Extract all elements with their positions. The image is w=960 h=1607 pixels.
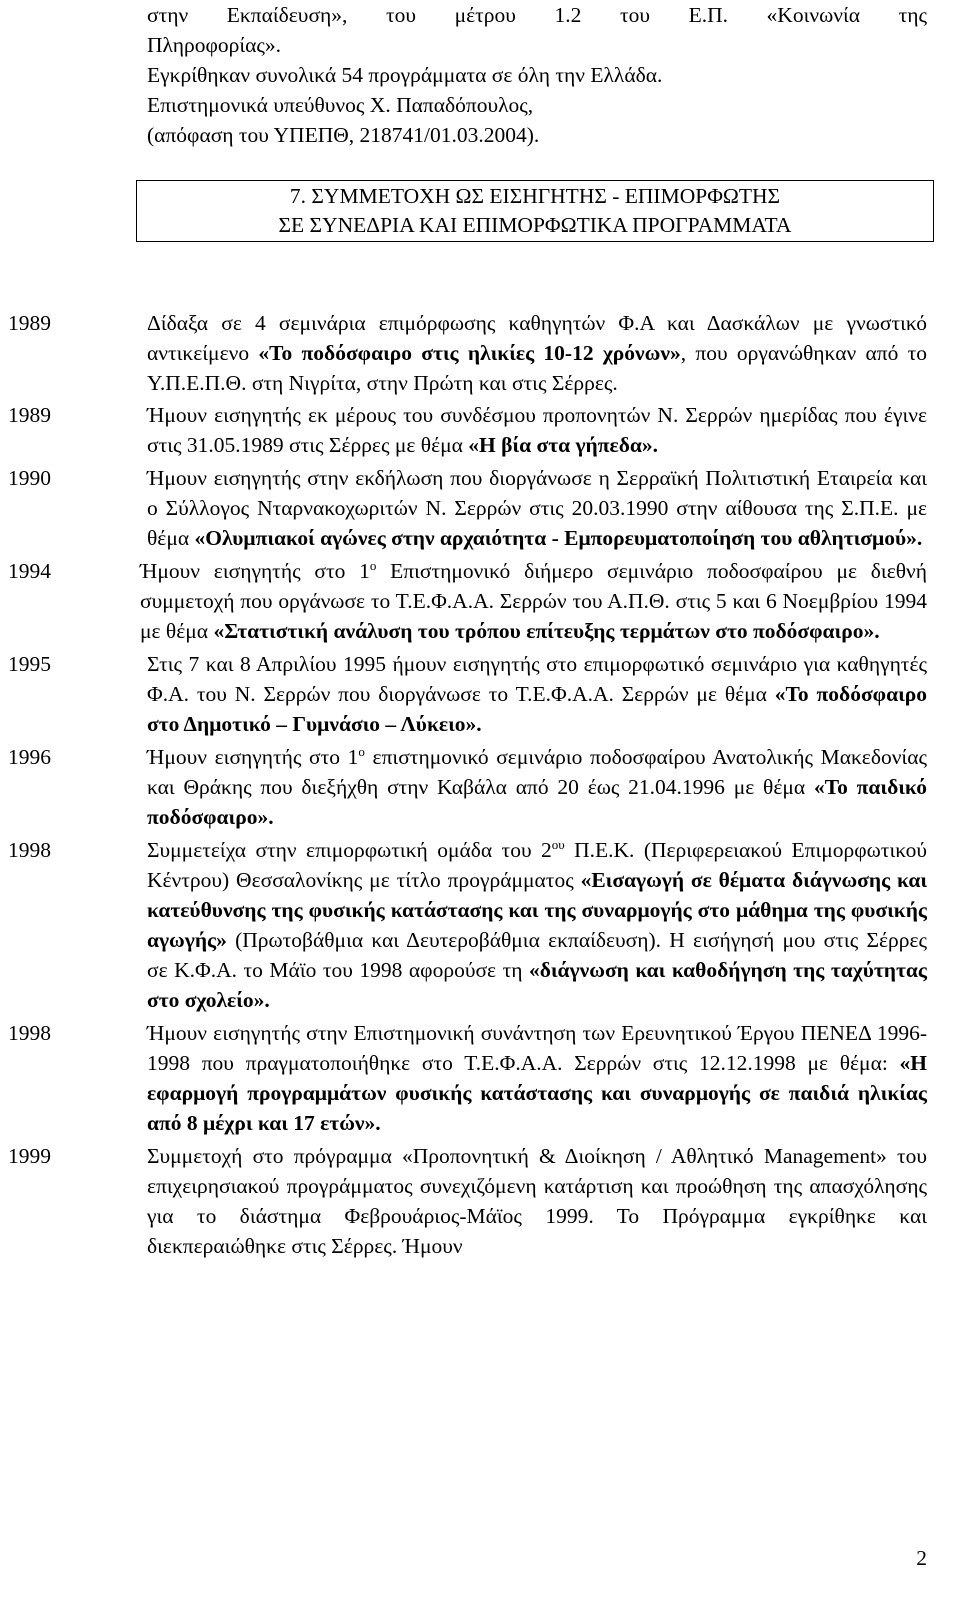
entry-year: 1989 — [8, 311, 51, 335]
entry-text: Ήμουν εισηγητής στην εκδήλωση που διοργάνωσε η Σερραϊκή Πολιτιστική Εταιρεία και ο Σύλλογος Νταρνακοχωριτών Ν. Σερρών στις 20.03.1990 στην αίθουσα της Σ.Π.Ε. με θέμα «Ολυμπιακοί αγώνες στην αρχαιότητα - Εμπορευματοποίηση του αθλητισμού». — [147, 466, 927, 550]
entry-text: Ήμουν εισηγητής στο $1^o$ Επιστημονικό διήμερο σεμινάριο ποδοσφαίρου με διεθνή συμμετοχή που οργάνωσε το Τ.Ε.Φ.Α.Α. Σερρών του Α.Π.Θ. στις 5 και 6 Νοεμβρίου 1994 με θέμα «Στατιστική ανάλυση του τρόπου επίτευξης τερμάτων στο ποδόσφαιρο». — [140, 557, 927, 643]
entry-text: Συμμετείχα στην επιμορφωτική ομάδα του $2^{o\upsilon}$ Π.Ε.Κ. (Περιφερειακού Επιμορφωτικού Κέντρου) Θεσσαλονίκης με τίτλο προγράμματος «Εισαγωγή σε θέματα διάγνωσης και κατεύθυνσης της φυσικής κατάστασης και της συναρμογής στο μάθημα της φυσικής αγωγής» (Πρωτοβάθμια και Δευτεροβάθμια εκπαίδευση). Η εισήγησή μου στις Σέρρες σε Κ.Φ.Α. το Μάϊο του 1998 αφορούσε τη «διάγνωση και καθοδήγηση της ταχύτητας στο σχολείο». — [147, 836, 927, 1012]
intro-line: (απόφαση του ΥΠΕΠΘ, 218741/01.03.2004). — [147, 123, 540, 147]
entry-year: 1990 — [8, 466, 51, 490]
section-title-line-1: 7. ΣΥΜΜΕΤΟΧΗ ΩΣ ΕΙΣΗΓΗΤΗΣ - ΕΠΙΜΟΡΦΩΤΗΣ — [289, 184, 781, 208]
entry-year: 1998 — [8, 1021, 51, 1045]
section-heading-box — [136, 180, 934, 242]
section-title-line-2: ΣΕ ΣΥΝΕΔΡΙΑ ΚΑΙ ΕΠΙΜΟΡΦΩΤΙΚΑ ΠΡΟΓΡΑΜΜΑΤΑ — [278, 213, 792, 237]
intro-line: Πληροφορίας». — [147, 33, 282, 57]
intro-block — [147, 0, 927, 150]
intro-line: Εγκρίθηκαν συνολικά 54 προγράμματα σε όλη την Ελλάδα. — [147, 63, 663, 87]
list-item — [0, 400, 960, 460]
entry-text: Ήμουν εισηγητής εκ μέρους του συνδέσμου προπονητών Ν. Σερρών ημερίδας που έγινε στις 31.05.1989 στις Σέρρες με θέμα «Η βία στα γήπεδα». — [147, 403, 927, 457]
entry-year: 1995 — [8, 652, 51, 676]
page-number: 2 — [916, 1546, 927, 1570]
entry-text: Ήμουν εισηγητής στο $1^o$ επιστημονικό σεμινάριο ποδοσφαίρου Ανατολικής Μακεδονίας και Θράκης που διεξήχθη στην Καβάλα από 20 έως 21.04.1996 με θέμα «Το παιδικό ποδόσφαιρο». — [147, 743, 927, 829]
entry-year: 1999 — [8, 1144, 51, 1168]
list-item — [0, 463, 960, 553]
list-item — [0, 835, 960, 1015]
entry-text: Δίδαξα σε 4 σεμινάρια επιμόρφωσης καθηγητών Φ.Α και Δασκάλων με γνωστικό αντικείμενο «Το ποδόσφαιρο στις ηλικίες 10-12 χρόνων», που οργανώθηκαν από το Υ.Π.Ε.Π.Θ. στη Νιγρίτα, στην Πρώτη και στις Σέρρες. — [147, 311, 927, 395]
intro-line: στην Εκπαίδευση», του μέτρου 1.2 του Ε.Π. «Κοινωνία της — [147, 3, 927, 27]
entry-year: 1989 — [8, 403, 51, 427]
list-item — [0, 649, 960, 739]
entries-list — [0, 308, 960, 1261]
entry-text: Ήμουν εισηγητής στην Επιστημονική συνάντηση των Ερευνητικού Έργου ΠΕΝΕΔ 1996-1998 που πραγματοποιήθηκε στο Τ.Ε.Φ.Α.Α. Σερρών στις 12.12.1998 με θέμα: «Η εφαρμογή προγραμμάτων φυσικής κατάστασης και συναρμογής σε παιδιά ηλικίας από 8 μέχρι και 17 ετών». — [147, 1021, 927, 1135]
intro-line: Επιστημονικά υπεύθυνος Χ. Παπαδόπουλος, — [147, 93, 534, 117]
entry-year: 1994 — [8, 559, 51, 583]
list-item — [0, 308, 960, 398]
list-item — [0, 1141, 960, 1261]
list-item — [0, 556, 960, 646]
list-item — [0, 742, 960, 832]
list-item — [0, 1018, 960, 1138]
entry-text: Συμμετοχή στο πρόγραμμα «Προπονητική & Διοίκηση / Αθλητικό Management» του επιχειρησιακού προγράμματος συνεχιζόμενη κατάρτιση και προώθηση της απασχόλησης για το διάστημα Φεβρουάριος-Μάϊος 1999. Το Πρόγραμμα εγκρίθηκε και διεκπεραιώθηκε στις Σέρρες. Ήμουν — [147, 1144, 927, 1258]
entry-year: 1996 — [8, 745, 51, 769]
entry-year: 1998 — [8, 838, 51, 862]
entry-text: Στις 7 και 8 Απριλίου 1995 ήμουν εισηγητής στο επιμορφωτικό σεμινάριο για καθηγητές Φ.Α. του Ν. Σερρών που διοργάνωσε το Τ.Ε.Φ.Α.Α. Σερρών με θέμα «Το ποδόσφαιρο στο Δημοτικό – Γυμνάσιο – Λύκειο». — [147, 652, 927, 736]
